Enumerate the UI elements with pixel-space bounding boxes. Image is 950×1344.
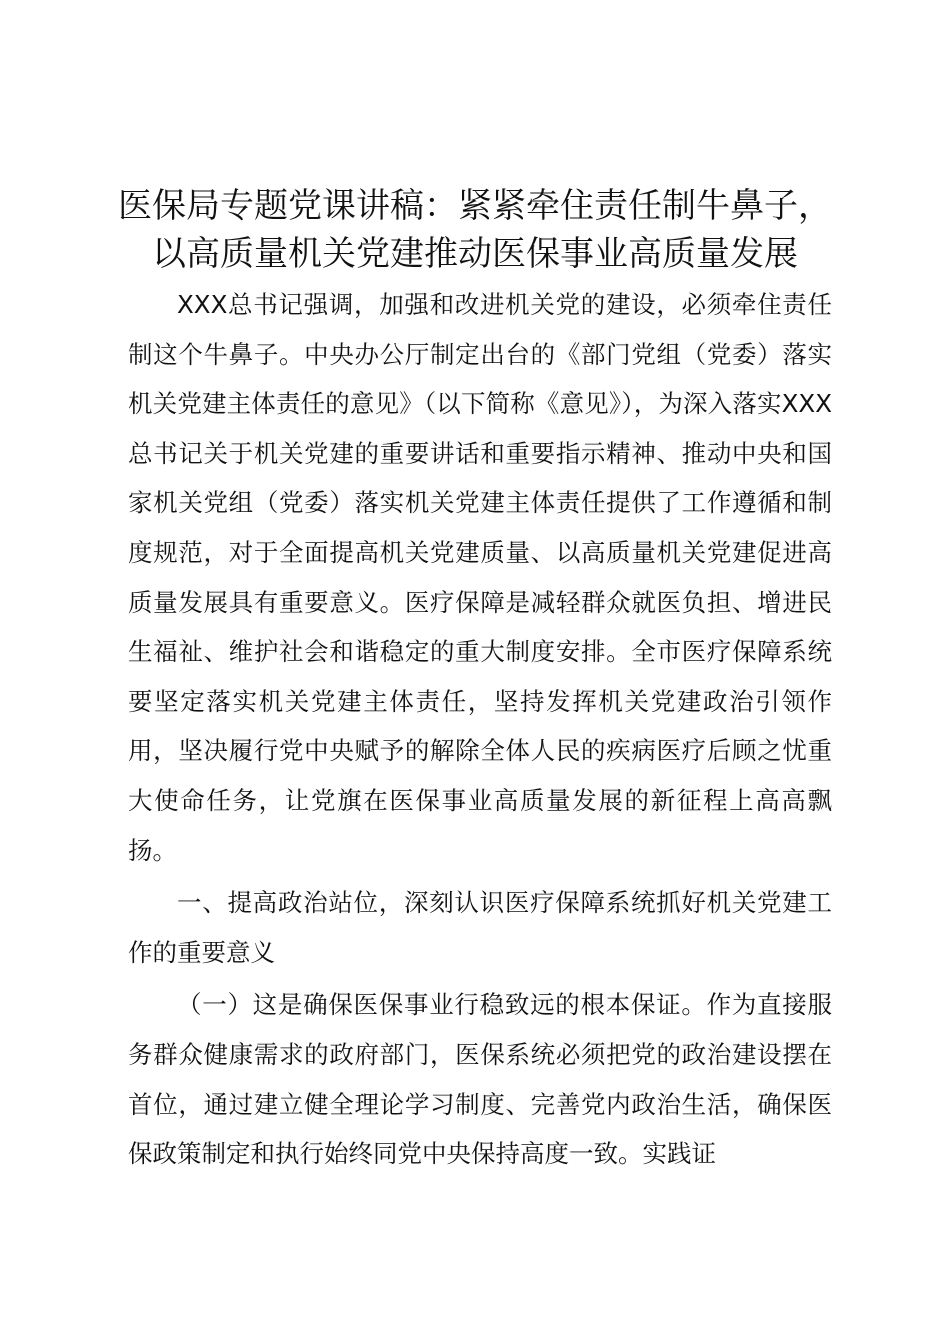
- title-line-1: 医保局专题党课讲稿：紧紧牵住责任制牛鼻子，: [118, 186, 832, 226]
- document-title: [110, 182, 840, 278]
- intro-paragraph: XXX总书记强调，加强和改进机关党的建设，必须牵住责任制这个牛鼻子。中央办公厅制定出台的《部门党组（党委）落实机关党建主体责任的意见》（以下简称《意见》），为深入落实XXX总书记关于机关党建的重要讲话和重要指示精神、推动中央和国家机关党组（党委）落实机关党建主体责任提供了工作遵循和制度规范，对于全面提高机关党建质量、以高质量机关党建促进高质量发展具有重要意义。医疗保障是减轻群众就医负担、增进民生福祉、维护社会和谐稳定的重大制度安排。全市医疗保障系统要坚定落实机关党建主体责任，坚持发挥机关党建政治引领作用，坚决履行党中央赋予的解除全体人民的疾病医疗后顾之忧重大使命任务，让党旗在医保事业高质量发展的新征程上高高飘扬。: [128, 290, 832, 865]
- section-heading-1: 一、提高政治站位，深刻认识医疗保障系统抓好机关党建工作的重要意义: [128, 888, 832, 967]
- document-body: [128, 280, 832, 1179]
- title-line-2: 以高质量机关党建推动医保事业高质量发展: [152, 234, 798, 274]
- subsection-paragraph-1: （一）这是确保医保事业行稳致远的根本保证。作为直接服务群众健康需求的政府部门，医保系统必须把党的政治建设摆在首位，通过建立健全理论学习制度、完善党内政治生活，确保医保政策制定和执行始终同党中央保持高度一致。实践证: [128, 990, 832, 1169]
